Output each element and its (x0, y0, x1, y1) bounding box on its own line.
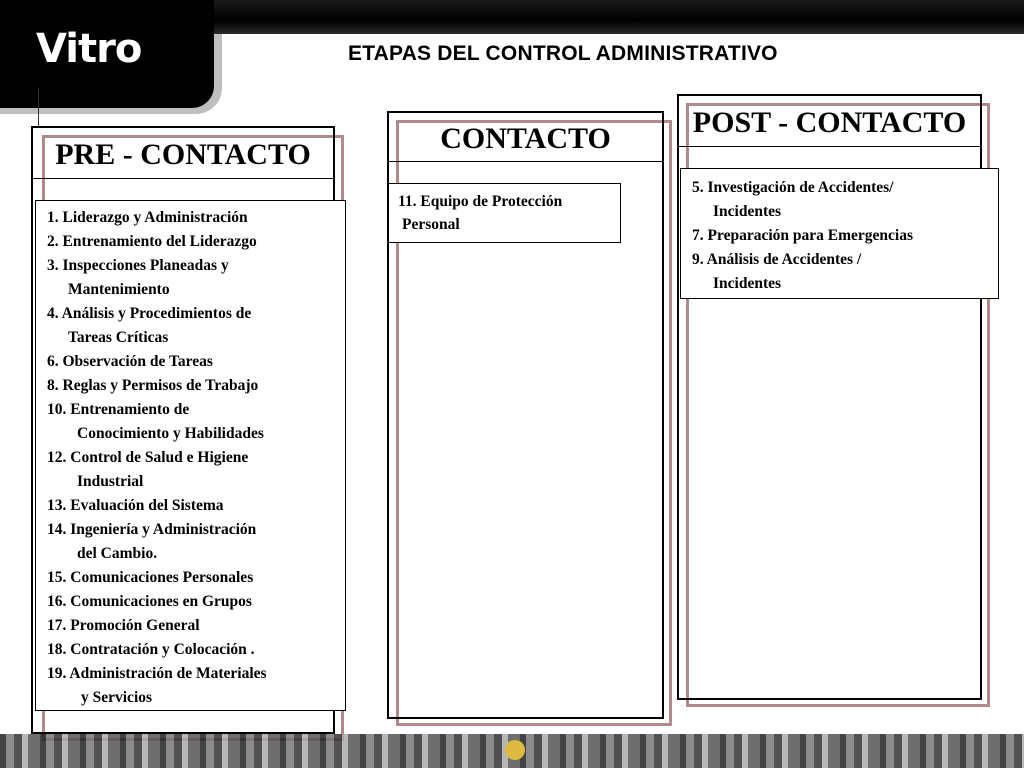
list-item: 3. Inspecciones Planeadas y (47, 257, 229, 274)
pre-contacto-title: PRE - CONTACTO (33, 128, 333, 179)
list-item: 12. Control de Salud e Higiene (47, 449, 249, 466)
list-item: Conocimiento y Habilidades (77, 425, 264, 442)
list-item: 4. Análisis y Procedimientos de (47, 305, 252, 322)
list-item: 16. Comunicaciones en Grupos (47, 593, 252, 610)
list-item: Incidentes (713, 203, 782, 220)
contacto-title: CONTACTO (389, 113, 662, 162)
list-item: Personal (402, 216, 460, 233)
list-item: 8. Reglas y Permisos de Trabajo (47, 377, 259, 394)
list-item: Industrial (77, 473, 144, 490)
list-item: y Servicios (81, 689, 153, 706)
list-item: 9. Análisis de Accidentes / (692, 251, 862, 268)
list-item: Tareas Críticas (68, 329, 169, 346)
list-item: Mantenimiento (68, 281, 170, 298)
list-item: 7. Preparación para Emergencias (692, 227, 913, 244)
vitro-logo: Vitro (36, 26, 142, 72)
list-item: 5. Investigación de Accidentes/ (692, 179, 894, 196)
decorative-highlight (505, 740, 525, 760)
list-item: 13. Evaluación del Sistema (47, 497, 224, 514)
post-contacto-title: POST - CONTACTO (679, 96, 980, 147)
logo-plate (0, 0, 214, 108)
list-item: 15. Comunicaciones Personales (47, 569, 254, 586)
list-item: 18. Contratación y Colocación . (47, 641, 255, 658)
decorative-bottom-strip (0, 734, 1024, 768)
list-item: del Cambio. (77, 545, 158, 562)
list-item: 2. Entrenamiento del Liderazgo (47, 233, 257, 250)
page-title: ETAPAS DEL CONTROL ADMINISTRATIVO (348, 42, 778, 65)
list-item: 6. Observación de Tareas (47, 353, 213, 370)
list-item: 17. Promoción General (47, 617, 200, 634)
list-item: 19. Administración de Materiales (47, 665, 267, 682)
list-item: Incidentes (713, 275, 782, 292)
list-item: 14. Ingeniería y Administración (47, 521, 257, 538)
list-item: 1. Liderazgo y Administración (47, 209, 248, 226)
divider (38, 88, 39, 128)
list-item: 10. Entrenamiento de (47, 401, 190, 418)
pre-contacto-list (35, 200, 346, 711)
post-contacto-list (680, 168, 999, 299)
list-item: 11. Equipo de Protección (398, 193, 563, 210)
contacto-list (388, 183, 621, 243)
